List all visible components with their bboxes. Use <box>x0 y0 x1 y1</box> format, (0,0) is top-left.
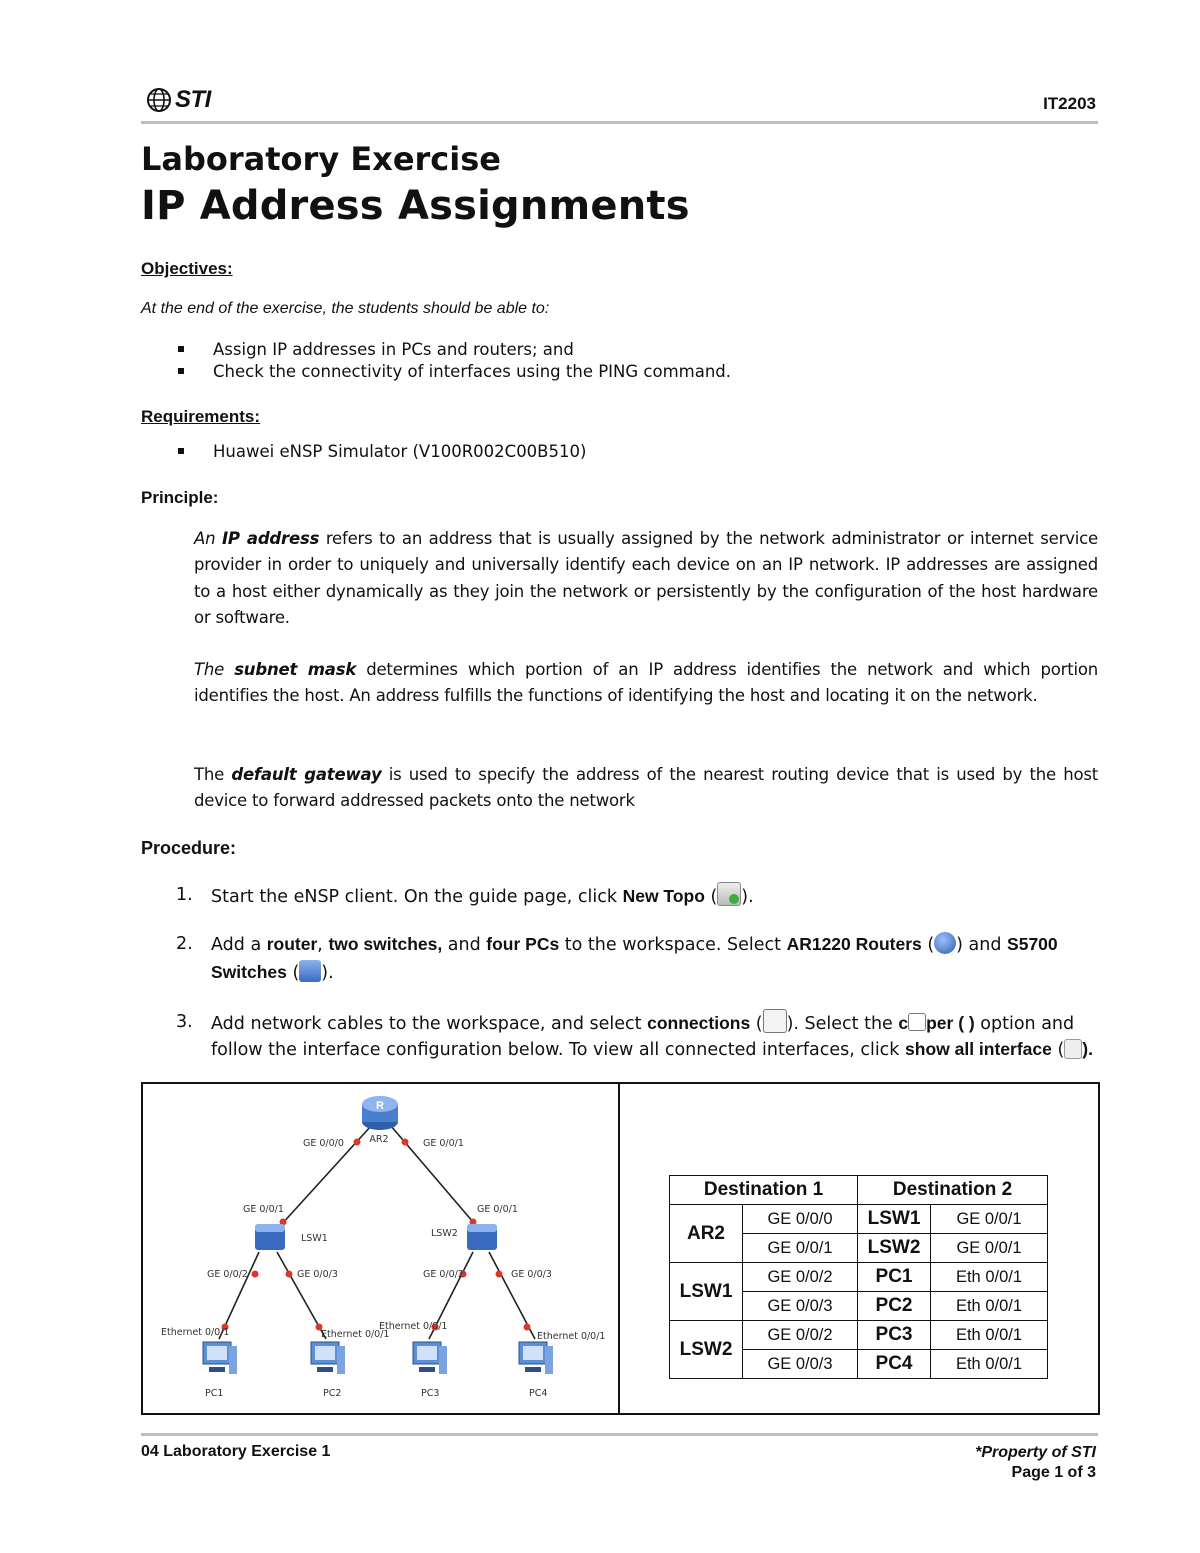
router-ar2-icon <box>362 1096 398 1130</box>
globe-icon <box>146 87 172 113</box>
term-default-gateway: default gateway <box>231 765 382 784</box>
objectives-heading: Objectives: <box>141 259 233 278</box>
footer-right <box>975 1443 1096 1483</box>
table-header-row <box>670 1176 1048 1205</box>
port-dot <box>496 1271 503 1278</box>
header-destination-2: Destination 2 <box>858 1176 1048 1205</box>
procedure-heading: Procedure: <box>141 838 237 858</box>
footer-rule <box>141 1433 1098 1436</box>
switch-lsw2-icon <box>467 1224 497 1250</box>
port-dot <box>402 1139 409 1146</box>
principle-paragraph-gateway: The default gateway is used to specify the address of the nearest routing device that is used by the host device to forward addressed packets onto the network <box>194 765 1099 811</box>
course-code: IT2203 <box>1043 94 1096 113</box>
footer-property: *Property of STI <box>975 1444 1096 1461</box>
label-lsw2-ge001: GE 0/0/1 <box>477 1204 518 1215</box>
label-ar2-ge001: GE 0/0/1 <box>423 1138 464 1149</box>
label-lsw1-ge002: GE 0/0/2 <box>207 1269 248 1280</box>
label-pc2: PC2 <box>323 1388 342 1399</box>
table-row: LSW2 GE 0/0/2 PC3 Eth 0/0/1 <box>670 1321 1048 1350</box>
bullet-icon <box>178 448 184 454</box>
principle-paragraph-subnet: The subnet mask determines which portion of an IP address identifies the network and which portion identifies the host. An address fulfills the functions of identifying the host and locating it on the network. <box>194 660 1099 706</box>
connections-icon <box>763 1009 787 1033</box>
port-dot <box>286 1271 293 1278</box>
requirements-list <box>176 440 586 462</box>
label-pc3-eth: Ethernet 0/0/1 <box>379 1321 448 1332</box>
switch-icon <box>299 960 321 982</box>
label-pc3: PC3 <box>421 1388 440 1399</box>
device-cell: LSW2 <box>670 1321 743 1379</box>
label-ar2-ge000: GE 0/0/0 <box>303 1138 344 1149</box>
device-cell: LSW1 <box>670 1263 743 1321</box>
list-item: Check the connectivity of interfaces using the PING command. <box>176 360 731 382</box>
label-pc4-eth: Ethernet 0/0/1 <box>537 1331 606 1342</box>
page-title-line1: Laboratory Exercise <box>141 140 501 178</box>
connections-table <box>669 1175 1048 1379</box>
table-row: GE 0/0/3 PC4 Eth 0/0/1 <box>670 1350 1048 1379</box>
label-pc4: PC4 <box>529 1388 548 1399</box>
footer-page-number: Page 1 of 3 <box>1011 1464 1096 1481</box>
table-row: GE 0/0/3 PC2 Eth 0/0/1 <box>670 1292 1048 1321</box>
bullet-icon <box>178 346 184 352</box>
principle-heading: Principle: <box>141 488 219 507</box>
label-pc1-eth: Ethernet 0/0/1 <box>161 1327 230 1338</box>
sti-logo <box>146 84 211 116</box>
table-row: AR2 GE 0/0/0 LSW1 GE 0/0/1 <box>670 1205 1048 1234</box>
pc4-icon <box>519 1342 553 1374</box>
network-topology-diagram <box>143 1084 618 1409</box>
label-lsw1: LSW1 <box>301 1233 328 1244</box>
label-lsw2-ge003: GE 0/0/3 <box>511 1269 552 1280</box>
port-dot <box>354 1139 361 1146</box>
header-rule <box>141 121 1098 124</box>
label-pc2-eth: Ethernet 0/0/1 <box>321 1329 390 1340</box>
label-pc1: PC1 <box>205 1388 224 1399</box>
label-lsw2-ge002: GE 0/0/2 <box>423 1269 464 1280</box>
pc1-icon <box>203 1342 237 1374</box>
bullet-icon <box>178 368 184 374</box>
port-dot <box>524 1324 531 1331</box>
device-cell: AR2 <box>670 1205 743 1263</box>
switch-lsw1-icon <box>255 1224 285 1250</box>
new-topo-icon <box>717 882 741 906</box>
label-lsw2: LSW2 <box>431 1228 458 1239</box>
list-item: Huawei eNSP Simulator (V100R002C00B510) <box>176 440 586 462</box>
table-row: GE 0/0/1 LSW2 GE 0/0/1 <box>670 1234 1048 1263</box>
logo-text: STI <box>175 86 211 113</box>
principle-paragraph-ip: An IP address refers to an address that is usually assigned by the network administrator or internet service provider in order to uniquely and universally identify each device on an IP network. IP addresses are assigned to a host either dynamically as they join the network or persistently by the configuration of the host hardware or software. <box>194 529 1098 627</box>
label-lsw1-ge001: GE 0/0/1 <box>243 1204 284 1215</box>
term-ip-address: IP address <box>221 529 320 548</box>
objectives-list <box>176 338 731 382</box>
list-item: Assign IP addresses in PCs and routers; and <box>176 338 731 360</box>
figure-divider <box>618 1082 620 1413</box>
header-destination-1: Destination 1 <box>670 1176 858 1205</box>
pc2-icon <box>311 1342 345 1374</box>
label-ar2: AR2 <box>369 1134 389 1145</box>
table-row: LSW1 GE 0/0/2 PC1 Eth 0/0/1 <box>670 1263 1048 1292</box>
term-subnet-mask: subnet mask <box>234 660 357 679</box>
page-title-line2: IP Address Assignments <box>141 183 690 229</box>
copper-cable-icon <box>908 1013 926 1031</box>
requirements-heading: Requirements: <box>141 407 261 426</box>
objectives-intro: At the end of the exercise, the students should be able to: <box>141 300 550 317</box>
router-icon <box>934 932 956 954</box>
port-dot <box>252 1271 259 1278</box>
svg-text:R: R <box>376 1100 384 1112</box>
footer-document-id: 04 Laboratory Exercise 1 <box>141 1443 331 1460</box>
pc3-icon <box>413 1342 447 1374</box>
label-lsw1-ge003: GE 0/0/3 <box>297 1269 338 1280</box>
show-all-interface-icon <box>1064 1039 1082 1059</box>
